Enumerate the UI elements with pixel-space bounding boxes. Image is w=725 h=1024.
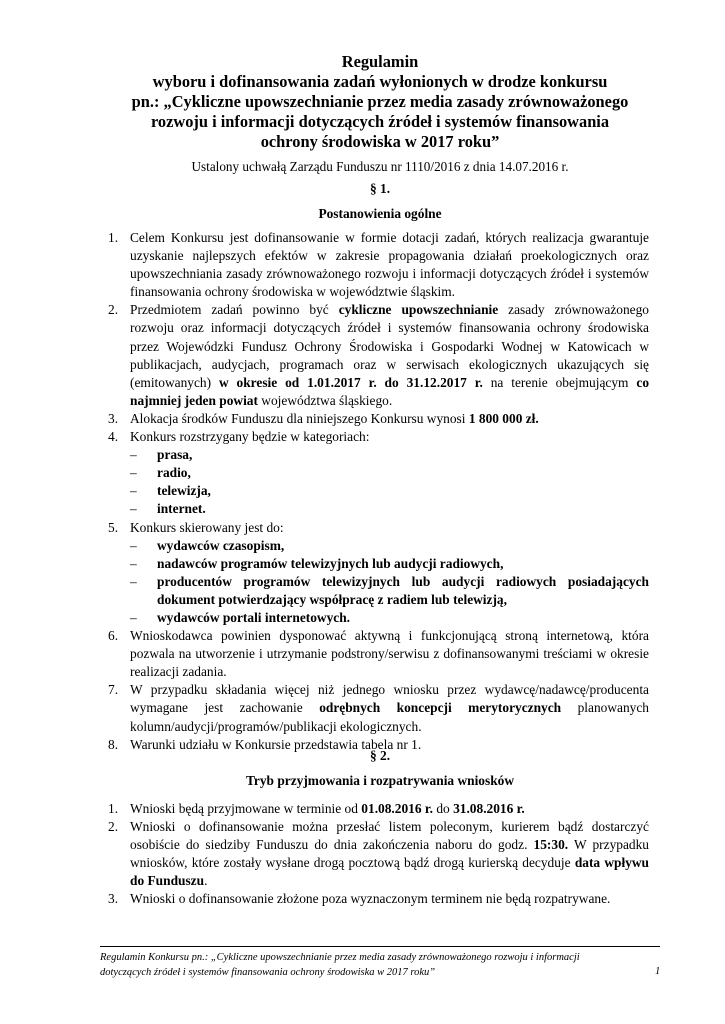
category-item xyxy=(130,482,649,500)
recipient-label: nadawców programów telewizyjnych lub audycji radiowych, xyxy=(157,555,504,571)
recipient-item xyxy=(130,537,649,555)
dash-bullet: – xyxy=(130,537,137,553)
list-item xyxy=(98,410,649,428)
categories-list xyxy=(130,446,649,518)
recipient-label: producentów programów telewizyjnych lub audycji radiowych posiadających dokument potwierdzający współpracę z radiem lub telewizją, xyxy=(157,573,649,607)
resolution-note: Ustalony uchwałą Zarządu Funduszu nr 1110/2016 z dnia 14.07.2016 r. xyxy=(191,159,569,174)
item-text: . xyxy=(204,873,208,889)
category-label: internet. xyxy=(157,501,206,517)
title-line-5: ochrony środowiska w 2017 roku” xyxy=(260,132,500,151)
item-bold-text: w okresie od 1.01.2017 r. do 31.12.2017 r. xyxy=(218,374,483,390)
footer-line-1: Regulamin Konkursu pn.: „Cykliczne upowszechnianie przez media zasady zrównoważonego rozwoju i informacji xyxy=(100,952,580,963)
category-label: prasa, xyxy=(157,447,193,463)
item-number: 3. xyxy=(108,410,119,426)
dash-bullet: – xyxy=(130,483,137,499)
recipient-item xyxy=(130,609,649,627)
title-line-3: pn.: „Cykliczne upowszechnianie przez media zasady zrównoważonego xyxy=(131,92,629,111)
category-label: radio, xyxy=(157,465,191,481)
item-number: 7. xyxy=(108,682,119,698)
item-number: 2. xyxy=(108,819,119,835)
item-bold-text: 1 800 000 zł. xyxy=(468,410,539,426)
item-number: 1. xyxy=(108,230,119,245)
dash-bullet: – xyxy=(130,609,137,625)
item-bold-text: 15:30. xyxy=(533,837,569,853)
item-number: 4. xyxy=(108,429,119,445)
section-2-number: § 2. xyxy=(369,748,391,763)
item-text: W przypadku wniosków, które zostały wysłane drogą pocztową bądź drogą kurierską decyduje xyxy=(130,837,650,871)
item-number: 2. xyxy=(108,302,119,318)
recipient-item xyxy=(130,573,649,609)
item-text: Wnioski będą przyjmowane w terminie od xyxy=(130,801,362,816)
category-item xyxy=(130,446,649,464)
item-text: Konkurs skierowany jest do: xyxy=(130,519,284,535)
list-item xyxy=(98,890,649,908)
footer-divider xyxy=(100,946,660,947)
title-line-2: wyboru i dofinansowania zadań wyłonionych w drodze konkursu xyxy=(152,72,608,91)
title-line-1: Regulamin xyxy=(341,52,419,71)
item-number: 8. xyxy=(108,736,119,752)
item-text: Warunki udziału w Konkursie przedstawia tabela nr 1. xyxy=(130,736,422,752)
category-item xyxy=(130,500,649,518)
item-text: zasady zrównoważonego rozwoju oraz informacji dotyczących źródeł i systemów finansowania ochrony środowiska przez Wojewódzki Fundusz Ochrony Środowiska i Gospodarki Wodnej w Katowicach w publikacjach, audycjach, programach oraz w serwisach ekologicznych ukazujących się (emitowanych) xyxy=(130,302,649,390)
list-item xyxy=(98,627,649,681)
dash-bullet: – xyxy=(130,501,137,517)
recipient-label: wydawców portali internetowych. xyxy=(157,609,351,625)
item-text: Wnioski o dofinansowanie złożone poza wyznaczonym terminem nie będą rozpatrywane. xyxy=(130,891,611,907)
recipient-item xyxy=(130,555,649,573)
recipient-label: wydawców czasopism, xyxy=(157,537,285,553)
item-number: 6. xyxy=(108,628,119,644)
list-item xyxy=(98,519,649,628)
dash-bullet: – xyxy=(130,555,137,571)
footer-line-2: dotyczących źródeł i systemów finansowania ochrony środowiska w 2017 roku” xyxy=(100,967,436,978)
document-title xyxy=(100,52,660,152)
item-text: Wnioskodawca powinien dysponować aktywną i funkcjonującą stroną internetową, która pozwala na utworzenie i utrzymanie podstrony/serwisu z dofinansowanymi treściami w okresie realizacji zadania. xyxy=(130,628,649,680)
section-1-number: § 1. xyxy=(369,181,391,196)
section-1-list xyxy=(98,229,649,754)
page-footer xyxy=(100,950,640,980)
list-item xyxy=(98,428,649,518)
item-text: Przedmiotem zadań powinno być xyxy=(130,302,339,318)
section-2-list xyxy=(98,800,649,909)
item-bold-text: 01.08.2016 r. xyxy=(361,801,433,816)
category-item xyxy=(130,464,649,482)
item-text: Wnioski o dofinansowanie można przesłać listem poleconym, kurierem bądź dostarczyć osobiście do siedziby Funduszu do dnia zakończenia naboru do godz. xyxy=(130,819,649,853)
list-item xyxy=(98,681,649,735)
list-item xyxy=(98,800,649,818)
recipients-list xyxy=(130,537,649,627)
item-number: 3. xyxy=(108,891,119,907)
item-number: 1. xyxy=(108,801,119,816)
item-bold-text: odrębnych koncepcji merytorycznych xyxy=(319,700,562,716)
item-number: 5. xyxy=(108,519,119,535)
item-text: do xyxy=(432,801,454,816)
title-line-4: rozwoju i informacji dotyczących źródeł i systemów finansowania xyxy=(150,112,610,131)
item-bold-text: co najmniej jeden powiat xyxy=(130,374,650,408)
page-number: 1 xyxy=(655,966,661,977)
item-text: Alokacja środków Funduszu dla niniejszego Konkursu wynosi xyxy=(130,410,469,426)
item-text: Celem Konkursu jest dofinansowanie w formie dotacji zadań, których realizacja gwarantuje uzyskanie najlepszych efektów w zakresie propagowania działań proekologicznych oraz upowszechniania zasady zrównoważonego rozwoju i informacji dotyczących źródeł i systemów finansowania ochrony środowiska w województwie śląskim. xyxy=(130,230,649,300)
dash-bullet: – xyxy=(130,447,137,463)
item-text: planowanych kolumn/audycji/programów/publikacji ekologicznych. xyxy=(130,700,649,734)
section-1-title: Postanowienia ogólne xyxy=(318,206,442,221)
item-bold-text: cykliczne upowszechnianie xyxy=(338,302,499,318)
dash-bullet: – xyxy=(130,573,137,589)
item-bold-text: data wpływu do Funduszu xyxy=(130,855,650,889)
item-text: województwa śląskiego. xyxy=(257,392,393,408)
dash-bullet: – xyxy=(130,465,137,481)
list-item xyxy=(98,301,649,410)
item-text: Konkurs rozstrzygany będzie w kategoriach: xyxy=(130,429,370,445)
category-label: telewizja, xyxy=(157,483,211,499)
item-text: na terenie obejmującym xyxy=(482,374,637,390)
list-item xyxy=(98,229,649,301)
list-item xyxy=(98,818,649,890)
item-bold-text: 31.08.2016 r. xyxy=(453,801,525,816)
section-2-title: Tryb przyjmowania i rozpatrywania wniosków xyxy=(245,773,515,788)
item-text: W przypadku składania więcej niż jednego wniosku przez wydawcę/nadawcę/producenta wymagane jest zachowanie xyxy=(130,682,649,716)
